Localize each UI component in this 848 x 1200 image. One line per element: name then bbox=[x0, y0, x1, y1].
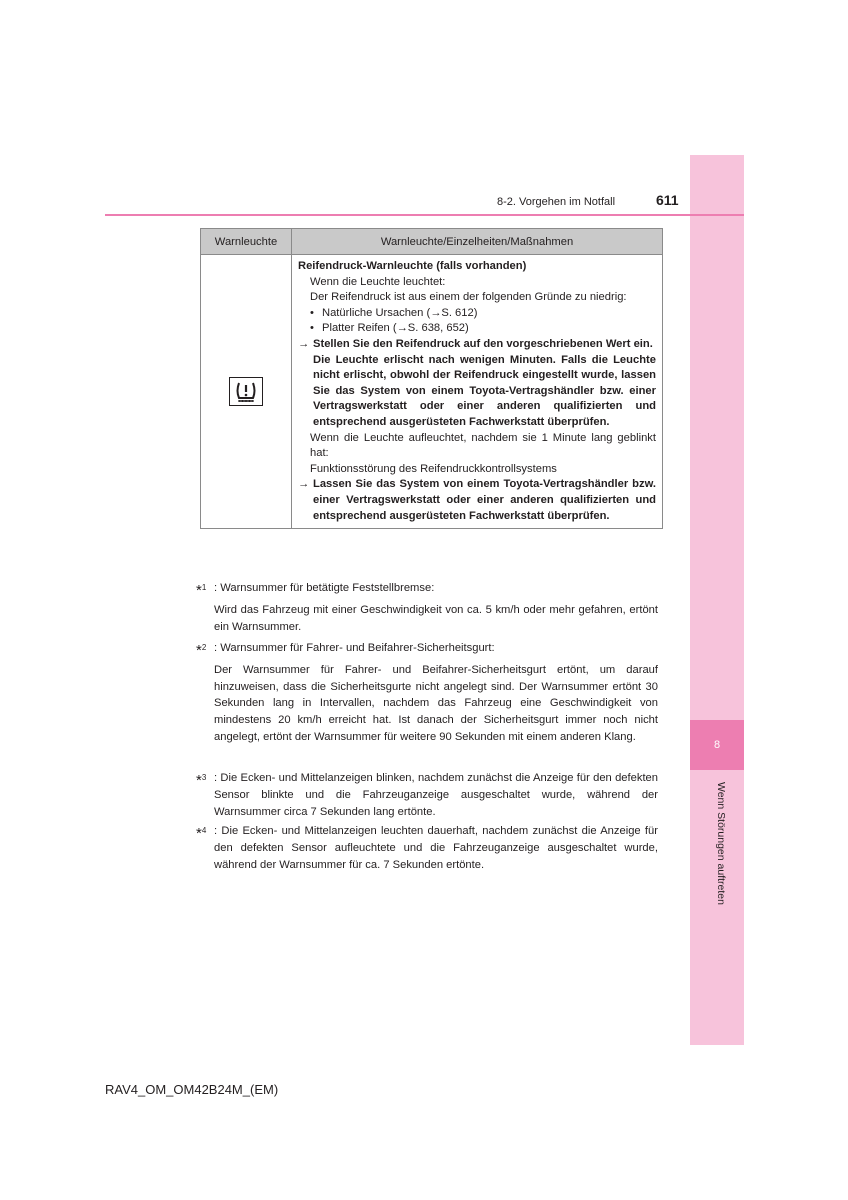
footnote-marker: *$^2$ bbox=[196, 642, 207, 659]
section-title: 8-2. Vorgehen im Notfall bbox=[497, 196, 616, 208]
footnote-heading: : Warnsummer für betätigte Feststellbremse: bbox=[214, 582, 435, 594]
action-item bbox=[298, 337, 656, 353]
footnote-text: : Die Ecken- und Mittelanzeigen leuchten dauerhaft, nachdem zunächst die Anzeige für den defekten Sensor aufleuchtete und die Fahrzeuganzeige ausgeschaltet wurde, während der Warnsummer für ca. 7 Sekunden ertönte. bbox=[214, 825, 658, 871]
list-item: • Natürliche Ursachen (→S. 612) bbox=[310, 306, 478, 319]
action-continuation: Die Leuchte erlischt nach wenigen Minuten. Falls die Leuchte nicht erlischt, obwohl der Reifendruck eingestellt wurde, lassen Sie das System von einem Toyota-Vertragshändler bzw. einer Vertragswerkstatt oder einer anderen qualifizierten und entsprechend ausgerüsteten Fachwerkstatt überprüfen. bbox=[313, 353, 656, 428]
arrow-icon: → bbox=[298, 478, 310, 491]
action-item bbox=[298, 477, 656, 524]
chapter-number-tab[interactable]: 8 bbox=[690, 720, 744, 770]
table-header-row bbox=[201, 229, 663, 255]
condition-text: Wenn die Leuchte aufleuchtet, nachdem sie 1 Minute lang geblinkt hat: bbox=[310, 431, 656, 460]
bullet-text: Natürliche Ursachen (→S. 612) bbox=[322, 306, 478, 319]
document-id: RAV4_OM_OM42B24M_(EM) bbox=[105, 1082, 279, 1097]
cause-text: Der Reifendruck ist aus einem der folgenden Gründe zu niedrig: bbox=[310, 291, 627, 304]
footnote-heading: : Warnsummer für Fahrer- und Beifahrer-Sicherheitsgurt: bbox=[214, 642, 495, 654]
condition-text: Wenn die Leuchte leuchtet: bbox=[310, 275, 446, 288]
footnote-body: Wird das Fahrzeug mit einer Geschwindigkeit von ca. 5 km/h oder mehr gefahren, ertönt ein Warnsummer. bbox=[214, 603, 658, 633]
col-header-warning-light: Warnleuchte bbox=[201, 229, 292, 255]
tire-pressure-warning-icon bbox=[229, 377, 263, 406]
footnote-4 bbox=[196, 823, 658, 873]
cause-text: Funktionsstörung des Reifendruckkontrollsystems bbox=[310, 462, 557, 475]
bullet-text: Platter Reifen (→S. 638, 652) bbox=[322, 322, 469, 335]
footnote-marker: *$^1$ bbox=[196, 582, 207, 599]
arrow-icon: → bbox=[298, 337, 310, 350]
list-item: • Platter Reifen (→S. 638, 652) bbox=[310, 322, 469, 335]
footnote-marker: *$^3$ bbox=[196, 772, 207, 789]
footnote-2 bbox=[196, 640, 658, 746]
chapter-title-vertical: Wenn Störungen auftreten bbox=[715, 782, 727, 905]
footnote-body: Der Warnsummer für Fahrer- und Beifahrer-Sicherheitsgurt ertönt, um darauf hinzuweisen, dass die Sicherheitsgurte nicht angelegt sind. Der Warnsummer ertönt 30 Sekunden lang in Intervallen, nachdem das Fahrzeug eine Geschwindigkeit von mindestens 20 km/h erreicht hat. Ist danach der Sicherheitsgurt immer noch nicht angelegt, ertönt der Warnsummer für weitere 90 Sekunden mit einem anderen Klang. bbox=[214, 663, 658, 743]
footnote-1 bbox=[196, 580, 658, 635]
warning-light-table bbox=[200, 228, 663, 529]
page-number: 611 bbox=[656, 192, 679, 208]
action-text: Stellen Sie den Reifendruck auf den vorgeschriebenen Wert ein. bbox=[313, 337, 653, 350]
warning-title: Reifendruck-Warnleuchte (falls vorhanden) bbox=[298, 260, 527, 272]
col-header-details: Warnleuchte/Einzelheiten/Maßnahmen bbox=[292, 229, 663, 255]
action-text: Lassen Sie das System von einem Toyota-Vertragshändler bzw. einer Vertragswerkstatt oder einer anderen qualifizierten und entsprechend ausgerüsteten Fachwerkstatt überprüfen. bbox=[313, 478, 656, 522]
footnote-marker: *$^4$ bbox=[196, 825, 207, 842]
footnote-text: : Die Ecken- und Mittelanzeigen blinken, nachdem zunächst die Anzeige für den defekten Sensor blinkte und die Fahrzeuganzeige ausgeschaltet wurde, während der Warnsummer circa 7 Sekunden lang ertönte. bbox=[214, 772, 658, 818]
footnote-3 bbox=[196, 770, 658, 820]
details-cell bbox=[292, 255, 663, 529]
header-divider bbox=[105, 214, 744, 216]
icon-cell bbox=[201, 255, 292, 529]
table-row bbox=[201, 255, 663, 529]
